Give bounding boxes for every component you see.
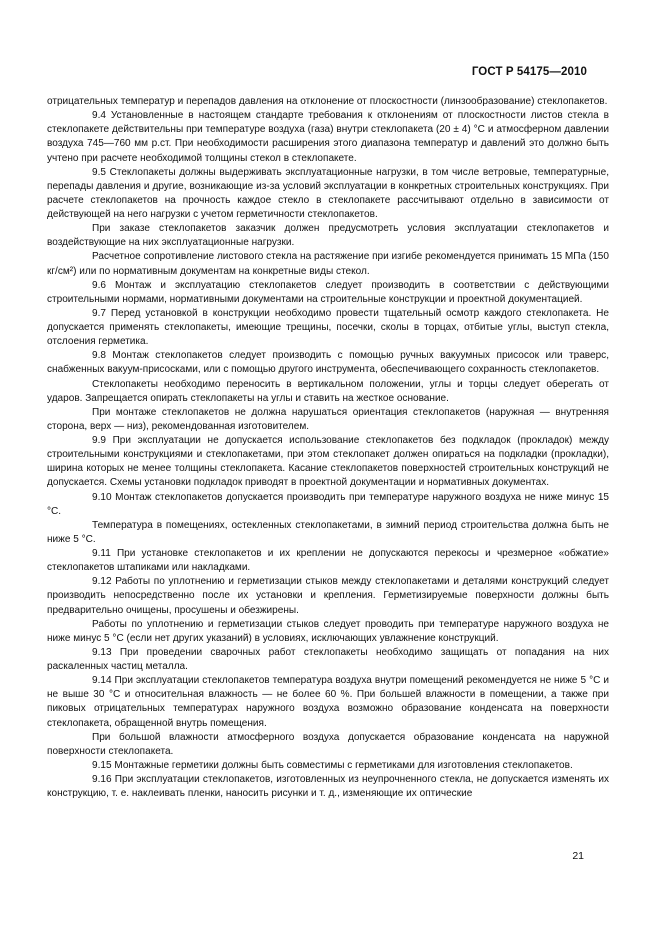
paragraph: Температура в помещениях, остекленных стеклопакетами, в зимний период строительства должна быть не ниже 5 °С. <box>47 519 609 545</box>
paragraph: 9.12 Работы по уплотнению и герметизации стыков между стеклопакетами и деталями конструкций следует производить непосредственно после их установки и крепления. Герметизируемые поверхности должны быть предварительно очищены, просушены и обезжирены. <box>47 576 609 616</box>
page-number: 21 <box>572 850 584 862</box>
paragraph: 9.7 Перед установкой в конструкции необходимо провести тщательный осмотр каждого стеклопакета. Не допускается применять стеклопакеты, имеющие трещины, посечки, сколы в торцах, отбитые углы, выступ стекла, отслоения герметика. <box>47 307 609 348</box>
paragraph: 9.14 При эксплуатации стеклопакетов температура воздуха внутри помещений рекомендуется не ниже 5 °С и не выше 30 °С и относительная влажность — не более 60 %. При большей влажности в помещении, а также при пиковых отрицательных температурах наружного воздуха возможно образование конденсата на поверхности стеклопакета, обращенной внутрь помещения. <box>47 675 609 729</box>
paragraph: 9.10 Монтаж стеклопакетов допускается производить при температуре наружного воздуха не ниже минус 15 °С. <box>47 491 609 517</box>
paragraph: Стеклопакеты необходимо переносить в вертикальном положении, углы и торцы следует оберегать от ударов. Запрещается опирать стеклопакеты на углы и ставить на жесткое основание. <box>47 378 609 404</box>
paragraph: 9.6 Монтаж и эксплуатацию стеклопакетов следует производить в соответствии с действующими строительными нормами, нормативными документами на строительные конструкции и проектной документацией. <box>47 279 609 305</box>
paragraph: 9.9 При эксплуатации не допускается использование стеклопакетов без подкладок (прокладок) между строительными конструкциями и стеклопакетами, при этом стеклопакет должен опираться на подкладки (прокладки), ширина которых не менее толщины стеклопакета. Касание стеклопакетов поверхностей строительных конструкций не допускается. Схемы установки подкладок приводят в проектной документации и нормативных документах. <box>47 435 609 489</box>
paragraph: 9.16 При эксплуатации стеклопакетов, изготовленных из неупрочненного стекла, не допускается изменять их конструкцию, т. е. наклеивать пленки, наносить рисунки и т. д., изменяющие их оптические <box>47 774 609 800</box>
paragraph: Работы по уплотнению и герметизации стыков следует проводить при температуре наружного воздуха не ниже минус 5 °С (если нет других указаний) в условиях, исключающих увлажнение конструкций. <box>47 618 609 644</box>
document-body <box>47 95 609 801</box>
paragraph: 9.11 При установке стеклопакетов и их креплении не допускаются перекосы и чрезмерное «обжатие» стеклопакетов штапиками или накладками. <box>47 548 609 574</box>
paragraph: 9.8 Монтаж стеклопакетов следует производить с помощью ручных вакуумных присосок или траверс, снабженных вакуум-присосками, или с помощью другого инструмента, обеспечивающего сохранность стеклопакетов. <box>47 350 609 376</box>
paragraph: 9.5 Стеклопакеты должны выдерживать эксплуатационные нагрузки, в том числе ветровые, температурные, перепады давления и другие, возникающие из-за условий эксплуатации в конкретных строительных конструкциях. При расчете стеклопакетов на прочность каждое стекло в стеклопакете рассчитывают отдельно в зависимости от действующей на него нагрузки с учетом герметичности стеклопакетов. <box>47 166 609 220</box>
paragraph: 9.15 Монтажные герметики должны быть совместимы с герметиками для изготовления стеклопакетов. <box>92 759 573 771</box>
paragraph: 9.4 Установленные в настоящем стандарте требования к отклонениям от плоскостности листов стекла в стеклопакете действительны при температуре воздуха (газа) внутри стеклопакета (20 ± 4) °С и атмосферном давлении воздуха 745—760 мм р.ст. При необходимости расширения этого диапазона температур и давлений это должно быть учтено при расчете необходимой толщины стекол в стеклопакете. <box>47 110 609 164</box>
paragraph: Расчетное сопротивление листового стекла на растяжение при изгибе рекомендуется принимать 15 МПа (150 кг/см²) или по нормативным документам на конкретные виды стекол. <box>47 251 609 277</box>
paragraph: При большой влажности атмосферного воздуха допускается образование конденсата на наружной поверхности стеклопакета. <box>47 731 609 757</box>
paragraph: При заказе стеклопакетов заказчик должен предусмотреть условия эксплуатации стеклопакетов и воздействующие на них эксплуатационные нагрузки. <box>47 223 609 249</box>
paragraph: При монтаже стеклопакетов не должна нарушаться ориентация стеклопакетов (наружная — внутренняя сторона, верх — низ), рекомендованная изготовителем. <box>47 406 609 432</box>
paragraph: отрицательных температур и перепадов давления на отклонение от плоскостности (линзообразование) стеклопакетов. <box>47 96 608 107</box>
paragraph: 9.13 При проведении сварочных работ стеклопакеты необходимо защищать от попадания на них раскаленных частиц металла. <box>47 646 609 672</box>
document-header-id: ГОСТ Р 54175—2010 <box>471 66 587 78</box>
